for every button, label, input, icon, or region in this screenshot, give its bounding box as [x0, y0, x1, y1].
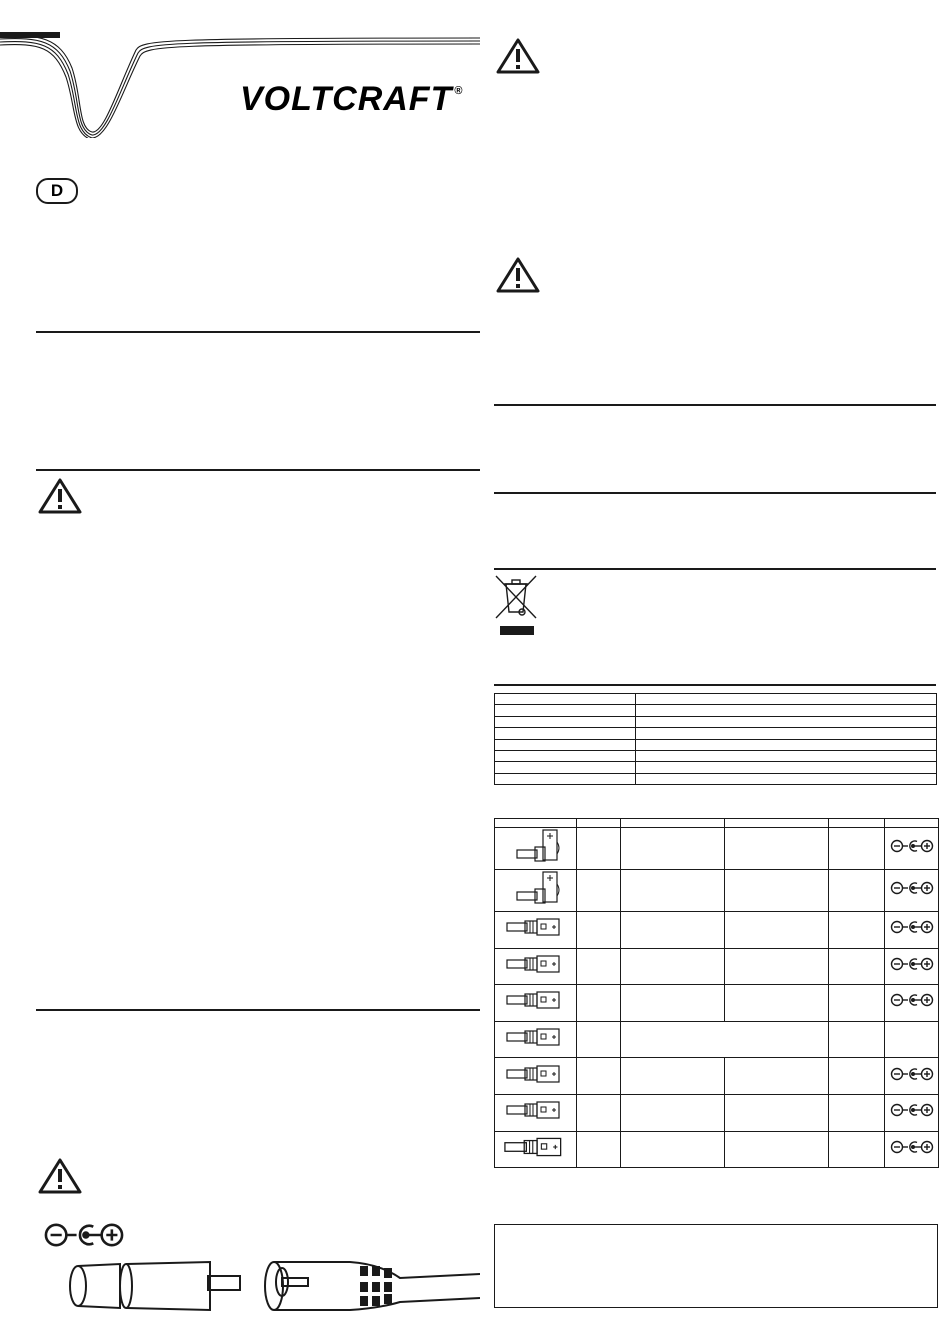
table-row [495, 739, 937, 750]
imprint-box [494, 1224, 938, 1308]
specifications-table [494, 693, 937, 785]
section-divider [494, 568, 936, 570]
table-row [495, 705, 937, 716]
polarity-symbol-icon [890, 839, 934, 853]
dc-plug-drawing [60, 1252, 480, 1344]
table-row [495, 762, 937, 773]
table-row [495, 985, 939, 1022]
dc-plug-icon [503, 950, 569, 978]
section-divider [36, 331, 480, 333]
table-row [495, 948, 939, 985]
warning-triangle-icon [496, 257, 540, 293]
section-divider [36, 1009, 480, 1011]
polarity-symbol-icon [890, 993, 934, 1007]
dc-plug-icon [503, 1060, 569, 1088]
table-row [495, 773, 937, 784]
dc-plug-icon [503, 986, 569, 1014]
dc-plug-icon [503, 828, 569, 864]
dc-plug-icon [503, 870, 569, 906]
warning-triangle-icon [38, 478, 82, 514]
polarity-symbol-icon [890, 881, 934, 895]
warning-triangle-icon [496, 38, 540, 74]
polarity-symbol-icon [890, 957, 934, 971]
plug-adapter-table [494, 818, 939, 1168]
warning-triangle-icon [38, 1158, 82, 1194]
table-row [495, 728, 937, 739]
section-divider [494, 492, 936, 494]
dc-plug-icon [503, 913, 569, 941]
polarity-symbol-icon [38, 1222, 130, 1248]
polarity-symbol-icon [890, 1103, 934, 1117]
table-row [495, 870, 939, 912]
table-row [495, 912, 939, 949]
table-row [495, 1094, 939, 1131]
table-row [495, 1021, 939, 1058]
section-divider [494, 684, 936, 686]
table-row [495, 1058, 939, 1095]
table-row [495, 828, 939, 870]
table-row [495, 750, 937, 761]
dc-plug-icon [503, 1023, 569, 1051]
crossed-out-wheelie-bin-icon [494, 574, 538, 636]
brand-logo: VOLTCRAFT ® [240, 80, 464, 118]
table-row [495, 694, 937, 705]
table-row [495, 1131, 939, 1168]
polarity-symbol-icon [890, 1067, 934, 1081]
section-divider [36, 469, 480, 471]
polarity-symbol-icon [890, 1140, 934, 1154]
section-divider [494, 404, 936, 406]
table-header-row [495, 819, 939, 828]
dc-plug-icon [503, 1096, 569, 1124]
dc-plug-icon [498, 1132, 574, 1162]
language-badge: D [36, 178, 78, 204]
table-row [495, 716, 937, 727]
polarity-symbol-icon [890, 920, 934, 934]
